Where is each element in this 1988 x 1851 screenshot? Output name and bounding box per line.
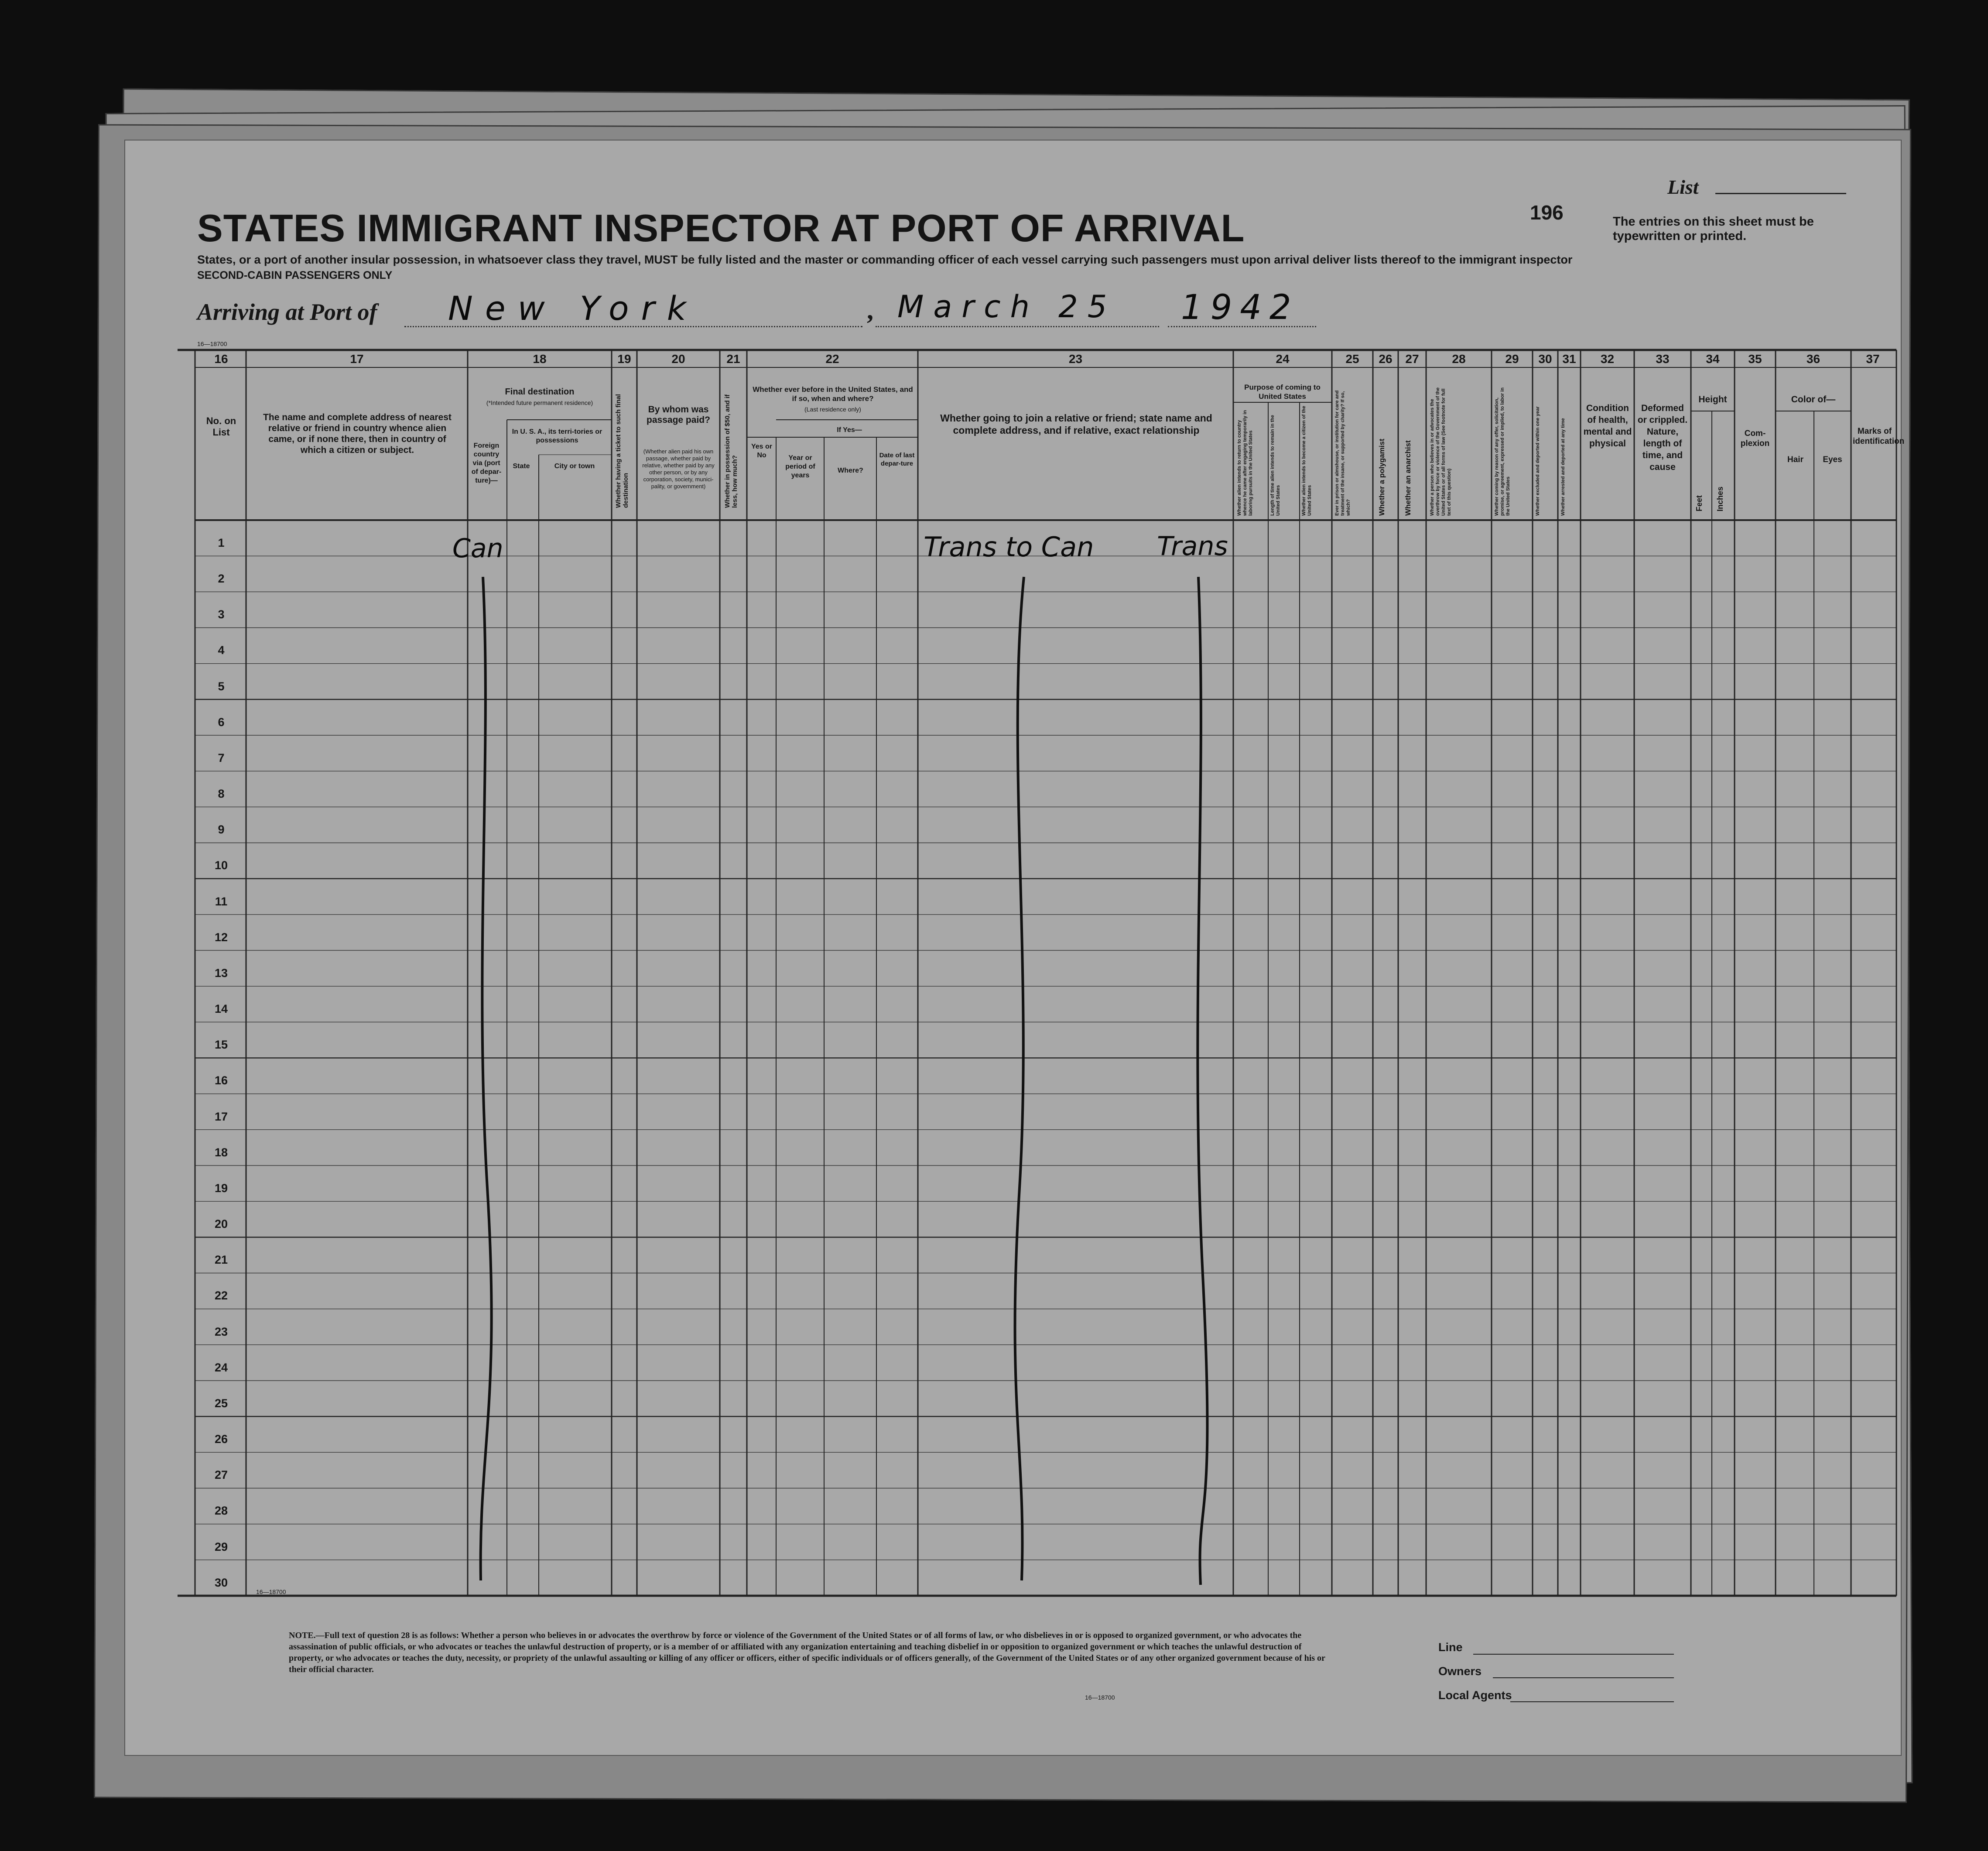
row-number: 26: [214, 1433, 228, 1446]
ditto-line-col24: [1198, 577, 1207, 1585]
row-number: 14: [214, 1002, 228, 1016]
colnum-28: 28: [1452, 352, 1466, 366]
row-number: 16: [214, 1074, 228, 1087]
ditto-line-col18: [481, 577, 492, 1580]
colnum-24: 24: [1276, 352, 1290, 366]
year-handwritten: 1942: [1181, 288, 1299, 327]
header-eyes: Eyes: [1823, 455, 1842, 464]
header-purpose: Purpose of coming to United States: [1244, 383, 1321, 401]
colnum-20: 20: [671, 352, 685, 366]
owners-label: Owners: [1438, 1665, 1482, 1678]
line-label: Line: [1438, 1641, 1463, 1654]
list-label: List: [1667, 176, 1699, 198]
date-handwritten: March 25: [897, 289, 1117, 325]
header-yes-no: Yes or No: [751, 443, 773, 459]
colnum-26: 26: [1379, 352, 1393, 366]
header-excluded: Whether excluded and deported within one year: [1535, 406, 1540, 516]
row-number: 19: [214, 1181, 228, 1195]
colnum-29: 29: [1505, 352, 1519, 366]
header-anarchist: Whether an anarchist: [1404, 440, 1412, 516]
handwritten-trans-to-can: Trans to Can: [924, 531, 1094, 563]
header-purpose-b: Length of time alien intends to remain in the United States: [1270, 415, 1281, 516]
colnum-31: 31: [1562, 352, 1576, 366]
header-labor-offer: Whether coming by reason of any offer, solicitation, promise, or agreement, expressed or implied, to labor in the United States: [1494, 387, 1511, 516]
row-number: 29: [214, 1540, 228, 1553]
row-number: 12: [214, 930, 228, 944]
row-number: 7: [218, 751, 225, 764]
header-prison: Ever in prison or almshouse, or institution for care and treatment of the insane, or supported by charity? If so, which?: [1334, 390, 1351, 516]
owners-field: [1493, 1677, 1674, 1678]
row-number: 27: [214, 1468, 228, 1482]
handwritten-can: Can: [452, 533, 503, 564]
header-state: State: [513, 463, 530, 470]
colnum-22: 22: [825, 352, 839, 366]
colnum-19: 19: [617, 352, 631, 366]
header-fifty-dollars: Whether in possession of $50, and if less, how much?: [724, 394, 739, 508]
colnum-18: 18: [533, 352, 547, 366]
header-ticket: Whether having a ticket to such final destination: [615, 394, 630, 508]
header-ever-before: Whether ever before in the United States, and if so, when and where?: [753, 385, 913, 403]
row-number: 3: [218, 608, 225, 621]
colnum-36: 36: [1806, 352, 1820, 366]
colnum-32: 32: [1600, 352, 1615, 366]
header-height: Height: [1698, 394, 1727, 404]
port-handwritten: New York: [448, 289, 698, 328]
row-number: 10: [214, 859, 228, 872]
row-number: 18: [214, 1145, 228, 1159]
header-feet: Feet: [1695, 495, 1704, 511]
header-passage-paid-sub: (Whether alien paid his own passage, whether paid by relative, whether paid by any other person, or by any corporation, society, munici-pality, or government): [642, 448, 715, 490]
arriving-label: Arriving at Port of: [197, 299, 377, 325]
row-number: 28: [214, 1504, 228, 1518]
header-year-period: Year or period of years: [785, 454, 815, 479]
header-final-destination-sub: (*Intended future permanent residence): [486, 399, 593, 406]
row-number: 13: [214, 966, 228, 980]
comma-separator: ,: [867, 296, 873, 325]
row-number: 24: [214, 1361, 228, 1374]
colnum-23: 23: [1068, 352, 1083, 366]
row-number: 20: [214, 1217, 228, 1231]
header-city: City or town: [554, 463, 595, 470]
header-health: Condition of health, mental and physical: [1583, 403, 1632, 449]
instruction-text: States, or a port of another insular possession, in whatsoever class they travel, MUST be fully listed and the master or commanding officer of each vessel carrying such passengers must upon arrival deliver lists thereof to the immigrant inspector: [197, 253, 1573, 266]
header-where: Where?: [838, 467, 863, 474]
note-form-code: 16—18700: [1085, 1694, 1115, 1701]
row-number: 5: [218, 679, 225, 693]
handwritten-trans: Trans: [1157, 531, 1228, 562]
colnum-27: 27: [1405, 352, 1419, 366]
header-if-yes: If Yes—: [837, 426, 862, 434]
page-number: 196: [1530, 201, 1564, 224]
colnum-34: 34: [1706, 352, 1720, 366]
header-date-departure: Date of last depar-ture: [879, 452, 915, 467]
row-number: 2: [218, 572, 225, 586]
row-number: 30: [214, 1576, 228, 1589]
entries-note: The entries on this sheet must be typewritten or printed.: [1613, 215, 1814, 243]
header-nearest-relative: The name and complete address of nearest relative or friend in country whence alien came, or if none there, then in country of which a citizen or subject.: [263, 412, 452, 455]
row-number: 23: [214, 1325, 228, 1338]
class-line: SECOND-CABIN PASSENGERS ONLY: [197, 269, 393, 281]
row-number: 22: [214, 1289, 228, 1303]
row-number: 17: [214, 1110, 228, 1123]
ditto-marks: [125, 141, 1905, 1755]
colnum-30: 30: [1538, 352, 1552, 366]
header-foreign-country: Foreign country via (port of depar-ture)—: [471, 442, 502, 484]
colnum-16: 16: [214, 352, 228, 366]
header-hair: Hair: [1787, 455, 1803, 464]
header-overthrow: Whether a person who believes in or advocates the overthrow by force or violence of the Government of the United States or of all forms of law (See footnote for full text of this question): [1430, 387, 1452, 516]
header-join-relative: Whether going to join a relative or friend; state name and complete address, and if relative, exact relationship: [940, 412, 1212, 436]
row-number: 9: [218, 823, 225, 836]
colnum-37: 37: [1866, 352, 1880, 366]
row-number: 21: [214, 1253, 228, 1267]
header-polygamist: Whether a polygamist: [1378, 439, 1386, 516]
row-number: 1: [218, 536, 225, 549]
row-number: 25: [214, 1396, 228, 1410]
header-ever-before-sub: (Last residence only): [804, 406, 861, 413]
row-number: 15: [214, 1038, 228, 1052]
header-color-of: Color of—: [1791, 394, 1836, 404]
agents-field: [1510, 1701, 1674, 1702]
header-final-destination: Final destination: [505, 387, 575, 397]
header-in-usa: In U. S. A., its terri-tories or possessions: [512, 428, 602, 444]
footnote-q28: NOTE.—Full text of question 28 is as follows: Whether a person who believes in or advocates the overthrow by force or violence of the Government of the United States or of all forms of law, or who disbelieves in or is opposed to organized government, or who advocates the assassination of public officials, or who advocates or teaches the unlawful destruction of property, or is a member of or affiliated with any organization entertaining and teaching disbelief in or opposition to organized government or which teaches the unlawful destruction of property, or who advocates or teaches the duty, necessity, or propriety of the unlawful assaulting or killing of any officer or officers, either of specific individuals or of officers generally, of the Government of the United States or of any other organized government because of his or their official character.: [289, 1631, 1325, 1674]
colnum-17: 17: [350, 352, 364, 366]
form-number-bottom: 16—18700: [256, 1588, 286, 1595]
colnum-33: 33: [1656, 352, 1670, 366]
header-no-on-list: No. on List: [206, 415, 236, 438]
header-deformed: Deformed or crippled. Nature, length of time, and cause: [1637, 403, 1688, 472]
colnum-21: 21: [726, 352, 740, 366]
colnum-35: 35: [1748, 352, 1762, 366]
row-number: 8: [218, 787, 225, 801]
row-number: 4: [218, 644, 225, 657]
page-title: STATES IMMIGRANT INSPECTOR AT PORT OF ARRIVAL: [197, 206, 1245, 250]
header-purpose-a: Whether alien intends to return to country whence he came after engaging temporarily in laboring pursuits in the United States: [1237, 410, 1253, 516]
form-number-top: 16—18700: [197, 340, 227, 347]
header-passage-paid: By whom was passage paid?: [647, 404, 710, 425]
row-number: 11: [215, 895, 228, 908]
header-purpose-c: Whether alien intends to become a citizen of the United States: [1301, 406, 1312, 516]
row-number: 6: [218, 715, 225, 729]
ditto-line-col23: [1015, 577, 1024, 1580]
agents-label: Local Agents: [1438, 1689, 1512, 1702]
line-field: [1473, 1654, 1674, 1655]
colnum-25: 25: [1345, 352, 1359, 366]
header-inches: Inches: [1716, 486, 1725, 511]
header-arrested: Whether arrested and deported at any time: [1560, 418, 1566, 516]
manifest-sheet: [124, 140, 1905, 1756]
header-marks: Marks of identification: [1853, 427, 1905, 446]
header-complexion: Com-plexion: [1740, 429, 1770, 448]
